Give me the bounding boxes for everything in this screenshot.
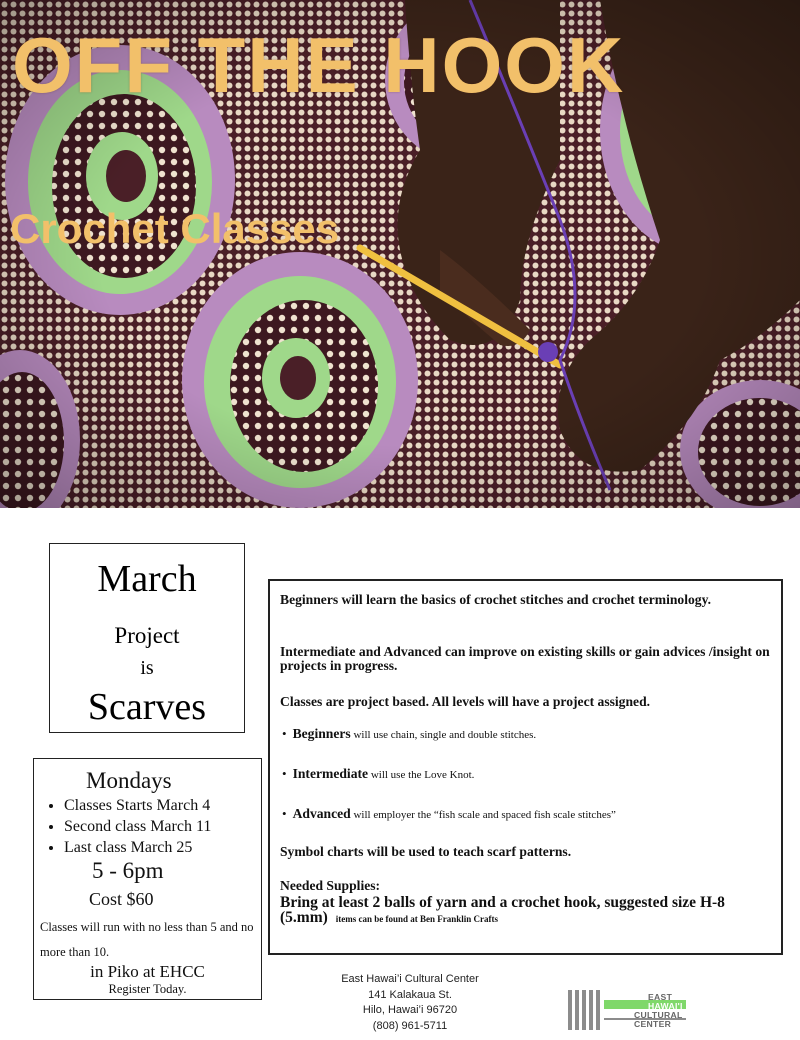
project-label: Project [114, 623, 180, 648]
level-name: Advanced [292, 806, 351, 821]
venue-city: Hilo, Hawai’i 96720 [362, 1004, 458, 1016]
level-description: will use the Love Knot. [368, 769, 475, 781]
project-month: March [97, 558, 197, 600]
venue-street: 141 Kalakaua St. [368, 988, 452, 1001]
list-item: • Last class March 25 [64, 837, 211, 858]
class-dates-list [42, 795, 211, 858]
venue-name: East Hawai’i Cultural Center [341, 973, 479, 985]
page-subtitle: Crochet Classes [10, 205, 340, 252]
supplies-description: Bring at least 2 balls of yarn and a crochet hook, suggested size H-8 (5.mm) [280, 894, 725, 926]
venue-phone: (808) 961-5711 [372, 1019, 448, 1032]
supplies-heading: Needed Supplies: [280, 878, 381, 893]
intermediate-intro: Intermediate and Advanced can improve on existing skills or gain advices /insight on projects in progress. [280, 644, 770, 673]
ehcc-logo [568, 990, 686, 1030]
bullet-icon: • [282, 806, 287, 821]
logo-line: HAWAI'I [648, 1001, 683, 1011]
project-of-month-box [49, 543, 245, 733]
class-cost: Cost $60 [89, 889, 154, 909]
beginners-intro: Beginners will learn the basics of crochet stitches and crochet terminology. [280, 592, 712, 607]
level-item-intermediate [282, 767, 772, 782]
class-size-note: Classes will run with no less than 5 and no more than 10. [40, 920, 254, 959]
level-name: Intermediate [292, 766, 369, 781]
is-label: is [140, 657, 154, 679]
logo-line: CENTER [634, 1019, 672, 1029]
bullet-icon: • [282, 726, 287, 741]
logo-line: EAST [648, 992, 673, 1002]
level-item-advanced [282, 807, 772, 822]
level-item-beginners [282, 727, 772, 742]
register-prompt: Register Today. [108, 982, 187, 996]
project-item: Scarves [87, 686, 207, 728]
supplies-text [280, 895, 770, 927]
logo-line: CULTURAL [634, 1010, 683, 1020]
class-day: Mondays [86, 768, 172, 793]
level-name: Beginners [292, 726, 351, 741]
supplies-source-note: items can be found at Ben Franklin Crafts [335, 914, 499, 924]
class-info-box [268, 579, 783, 955]
page-title: OFF THE HOOK [12, 21, 626, 109]
list-item: • Second class March 11 [64, 816, 211, 837]
schedule-box [33, 758, 262, 1000]
symbol-charts-note: Symbol charts will be used to teach scarf patterns. [280, 844, 572, 859]
bullet-icon: • [282, 766, 287, 781]
project-based-note: Classes are project based. All levels will have a project assigned. [280, 694, 651, 709]
level-description: will employer the “fish scale and spaced fish scale stitches” [350, 809, 616, 821]
level-description: will use chain, single and double stitches. [350, 729, 537, 741]
hero-photo [0, 0, 800, 508]
class-location: in Piko at EHCC [90, 962, 205, 981]
venue-address [330, 972, 490, 1034]
class-time: 5 - 6pm [92, 858, 164, 883]
list-item: • Classes Starts March 4 [64, 795, 211, 816]
